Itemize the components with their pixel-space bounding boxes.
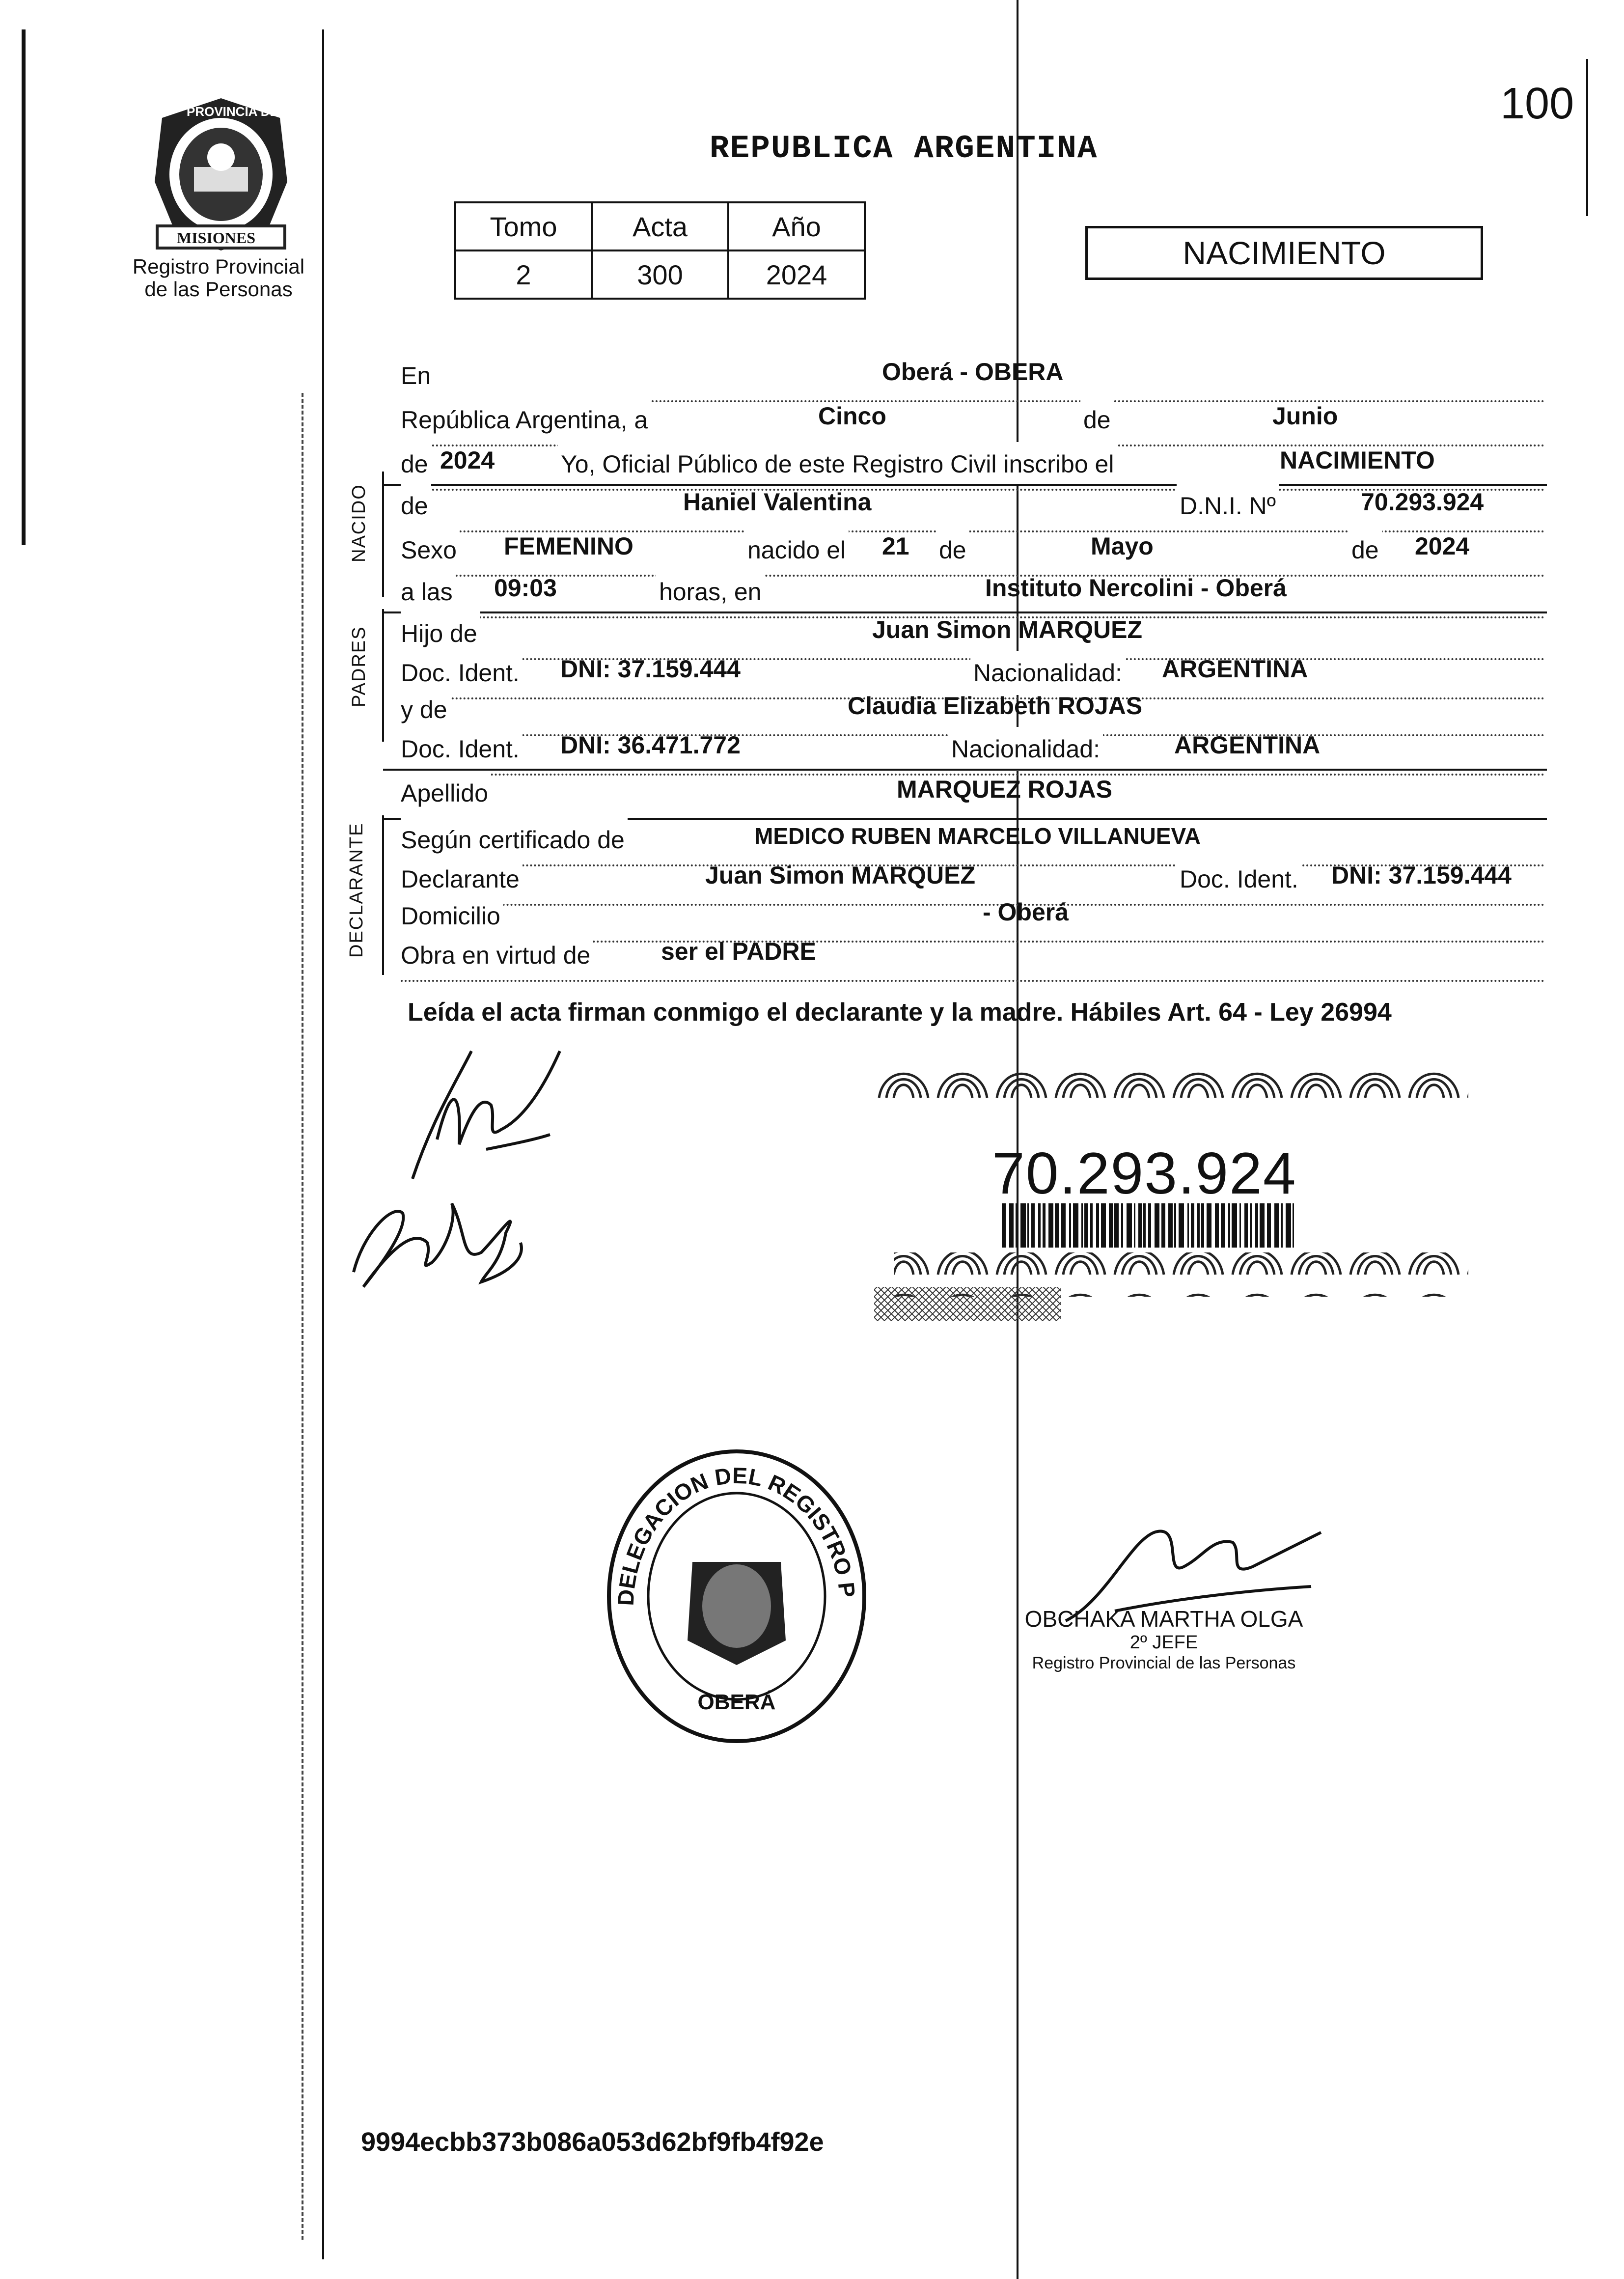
barcode-bar (1197, 1203, 1200, 1248)
signature-madre (334, 1174, 540, 1304)
barcode-bar (1016, 1203, 1018, 1248)
right-edge-line (1586, 59, 1588, 216)
signature-declarante (373, 1022, 579, 1191)
official-office: Registro Provincial de las Personas (1032, 1653, 1296, 1672)
value-declarante-doc: DNI: 37.159.444 (1331, 862, 1512, 889)
logo-text-bottom: MISIONES (177, 229, 256, 247)
barcode-bar (1255, 1203, 1258, 1248)
value-padre: Juan Simon MARQUEZ (872, 616, 1143, 643)
barcode-bar (1179, 1203, 1184, 1248)
barcode-bar (1138, 1203, 1142, 1248)
barcode-bar (1055, 1203, 1059, 1248)
table-cell: 300 (592, 250, 728, 299)
barcode-bar (1081, 1203, 1083, 1248)
label-de-year: de (401, 442, 431, 486)
barcode-bar (1109, 1203, 1113, 1248)
value-lugar: Oberá - OBERA (882, 358, 1064, 386)
row-obra (401, 933, 1545, 982)
label-a-las: a las (401, 570, 456, 614)
table-header: Año (728, 202, 865, 250)
label-de-mes: de (936, 528, 969, 572)
barcode-bar (1207, 1203, 1211, 1248)
label-de-name: de (401, 484, 431, 528)
barcode-bar (1090, 1203, 1093, 1248)
value-madre-nac: ARGENTINA (1174, 731, 1321, 759)
barcode-bar (1020, 1203, 1026, 1248)
sticker-number: 70.293.924 (992, 1140, 1297, 1206)
province-logo (147, 93, 295, 255)
label-inscribo: Yo, Oficial Público de este Registro Civil inscribo el (558, 442, 1117, 486)
barcode-bar (1155, 1203, 1159, 1248)
barcode-bar (1239, 1203, 1241, 1248)
value-obra: ser el PADRE (661, 938, 816, 965)
official-role: 2º JEFE (1129, 1632, 1198, 1653)
register-table (454, 201, 866, 300)
document-type-box: NACIMIENTO (1085, 226, 1483, 280)
barcode-bar (1274, 1203, 1279, 1248)
label-apellido: Apellido (401, 771, 491, 815)
barcode-bar (1174, 1203, 1176, 1248)
barcode-bar (1031, 1203, 1035, 1248)
value-declarante: Juan Simon MARQUEZ (705, 862, 976, 889)
closing-text: Leída el acta firman conmigo el declarante y la madre. Hábiles Art. 64 - Ley 26994 (408, 998, 1392, 1027)
security-sticker (874, 1056, 1468, 1321)
stamp-bottom-text: OBERÁ (697, 1690, 776, 1714)
barcode-bar (1161, 1203, 1165, 1248)
barcode-bar (1228, 1203, 1230, 1248)
document-hash: 9994ecbb373b086a053d62bf9fb4f92e (361, 2127, 824, 2157)
row-en (401, 354, 1545, 402)
section-declarante: DECLARANTE (346, 822, 367, 958)
value-dni: 70.293.924 (1361, 488, 1484, 516)
value-sexo: FEMENINO (504, 532, 633, 560)
label-de: de (1080, 398, 1114, 442)
barcode-bar (1215, 1203, 1219, 1248)
margin-line (322, 29, 324, 2259)
margin-dashes (302, 393, 303, 2240)
table-header: Acta (592, 202, 728, 250)
barcode-bar (1084, 1203, 1088, 1248)
barcode-bar (1073, 1203, 1078, 1248)
table-header: Tomo (455, 202, 592, 250)
barcode-bar (1221, 1203, 1225, 1248)
barcode-bar (1187, 1203, 1189, 1248)
row-apellido (401, 771, 1545, 820)
official-stamp (997, 1606, 1331, 1673)
barcode-bar (1069, 1203, 1071, 1248)
barcode-bar (1244, 1203, 1248, 1248)
barcode-bar (1048, 1203, 1053, 1248)
barcode-bar (1038, 1203, 1041, 1248)
barcode-bar (1121, 1203, 1123, 1248)
section-bar-padres (382, 609, 384, 742)
value-dia: Cinco (818, 402, 886, 430)
barcode-bar (1148, 1203, 1151, 1248)
value-apellido: MARQUEZ ROJAS (897, 776, 1112, 803)
label-obra: Obra en virtud de (401, 933, 593, 977)
barcode-bar (1043, 1203, 1046, 1248)
section-nacido: NACIDO (349, 484, 369, 562)
barcode-bar (1281, 1203, 1283, 1248)
barcode-bar (1232, 1203, 1237, 1248)
value-madre-doc: DNI: 36.471.772 (560, 731, 741, 759)
registry-label: Registro Provincial de las Personas (132, 255, 305, 301)
label-doc-ident: Doc. Ident. (401, 727, 523, 771)
label-doc-ident: Doc. Ident. (1177, 857, 1301, 901)
barcode-bar (1260, 1203, 1265, 1248)
value-nombre: Haniel Valentina (683, 488, 872, 516)
table-cell: 2024 (728, 250, 865, 299)
official-name: OBCHAKA MARTHA OLGA (1024, 1606, 1303, 1632)
value-lugar-nac: Instituto Nercolini - Oberá (985, 574, 1287, 602)
label-nacionalidad: Nacionalidad: (948, 727, 1103, 771)
barcode-bar (1134, 1203, 1135, 1248)
value-domicilio: - Oberá (983, 898, 1069, 926)
value-mes: Junio (1272, 402, 1338, 430)
label-hijo-de: Hijo de (401, 611, 480, 656)
table-cell: 2 (455, 250, 592, 299)
label-doc-ident: Doc. Ident. (401, 651, 523, 695)
label-y-de: y de (401, 688, 450, 732)
barcode-bar (1114, 1203, 1119, 1248)
barcode-bar (1002, 1203, 1006, 1248)
label-horas-en: horas, en (656, 570, 764, 614)
label-declarante: Declarante (401, 857, 523, 901)
section-bar-declarante (382, 815, 384, 975)
value-madre: Claudia Elizabeth ROJAS (848, 692, 1143, 720)
barcode-bar (1250, 1203, 1252, 1248)
barcode-bar (1168, 1203, 1173, 1248)
label-dni: D.N.I. Nº (1177, 484, 1279, 528)
section-padres: PADRES (349, 626, 369, 707)
barcode-bar (1267, 1203, 1271, 1248)
barcode-bar (1286, 1203, 1291, 1248)
barcode-bar (1096, 1203, 1099, 1248)
barcode-bar (1293, 1203, 1294, 1248)
label-segun-cert: Según certificado de (401, 818, 628, 862)
label-nacido-el: nacido el (744, 528, 849, 572)
logo-text-top: PROVINCIA DE (187, 104, 278, 119)
value-mes-nac: Mayo (1091, 532, 1154, 560)
label-republica: República Argentina, a (401, 398, 651, 442)
barcode-bar (1101, 1203, 1106, 1248)
value-acto: NACIMIENTO (1280, 446, 1435, 474)
label-nacionalidad: Nacionalidad: (970, 651, 1125, 695)
value-padre-doc: DNI: 37.159.444 (560, 655, 741, 683)
barcode-bar (1127, 1203, 1132, 1248)
barcode-bar (1143, 1203, 1146, 1248)
label-sexo: Sexo (401, 528, 460, 572)
official-round-stamp (599, 1444, 874, 1749)
stamp-top-text: DELEGACION DEL REGISTRO P (612, 1462, 860, 1607)
label-domicilio: Domicilio (401, 894, 503, 938)
barcode-bar (1201, 1203, 1204, 1248)
barcode-bar (1027, 1203, 1029, 1248)
barcode-bar (1061, 1203, 1066, 1248)
barcode-bar (1009, 1203, 1014, 1248)
section-bar-nacido (382, 472, 384, 597)
page-number: 100 (1500, 79, 1574, 128)
value-anio: 2024 (440, 446, 495, 474)
document-title: REPUBLICA ARGENTINA (710, 130, 1098, 167)
value-padre-nac: ARGENTINA (1162, 655, 1308, 683)
barcode-bar (1191, 1203, 1194, 1248)
value-certificado: MEDICO RUBEN MARCELO VILLANUEVA (754, 823, 1201, 849)
value-hora: 09:03 (494, 574, 557, 602)
left-margin-bar (22, 29, 26, 545)
value-dia-nac: 21 (882, 532, 909, 560)
label-en: En (401, 354, 434, 398)
value-anio-nac: 2024 (1415, 532, 1470, 560)
label-de-anio: de (1349, 528, 1382, 572)
